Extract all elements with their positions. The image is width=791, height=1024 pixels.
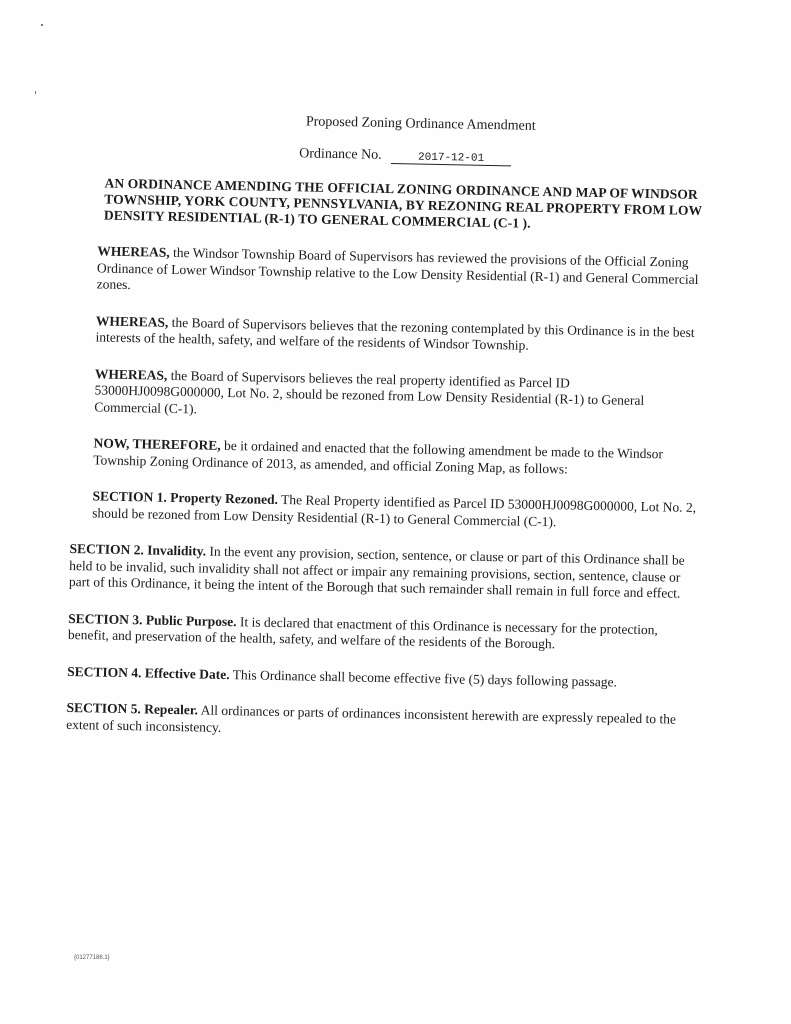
therefore-text: be it ordained and enacted that the following amendment be made to the Windsor Township Zoning Ordinance of 2013, as amended, and official Zoning Map, as follows: <box>93 437 664 477</box>
document-body <box>64 110 706 745</box>
ordinance-number-label: Ordinance No. <box>299 146 382 163</box>
whereas-lead: WHEREAS, <box>95 312 169 330</box>
section-5-text: All ordinances or parts of ordinances inconsistent herewith are expressly repealed to the extent of such inconsistency. <box>66 702 677 735</box>
therefore-lead: NOW, THEREFORE, <box>93 435 221 453</box>
section-3-title: SECTION 3. Public Purpose. <box>68 610 237 629</box>
section-2-text: In the event any provision, section, sentence, or clause or part of this Ordinance shall be held to be invalid, such invalidity shall not affect or impair any remaining provisions, section, sentence, clause or part of this Ordinance, it being the intent of the Borough that such remainder shall remain in full force and effect. <box>68 543 685 601</box>
whereas-text: the Windsor Township Board of Supervisors has reviewed the provisions of the Official Zoning Ordinance of Lower Windsor Township relative to the Low Density Residential (R-1) and General Commercial zones. <box>96 244 699 293</box>
ordinance-number-line <box>75 142 705 170</box>
whereas-text: the Board of Supervisors believes the real property identified as Parcel ID 53000HJ0098G000000, Lot No. 2, should be rezoned from Low Density Residential (R-1) to General Commercial (C-1). <box>94 367 645 416</box>
whereas-paragraph-2 <box>95 313 702 358</box>
section-5 <box>66 700 695 745</box>
section-4-title: SECTION 4. Effective Date. <box>67 663 230 682</box>
document-title: Proposed Zoning Ordinance Amendment <box>305 114 536 134</box>
section-1-title: SECTION 1. Property Rezoned. <box>92 488 279 507</box>
whereas-paragraph-3 <box>94 366 701 427</box>
whereas-lead: WHEREAS, <box>97 243 170 260</box>
whereas-paragraph-1 <box>96 243 703 304</box>
ordinance-number-value: 2017-12-01 <box>391 151 511 166</box>
whereas-lead: WHEREAS, <box>94 365 168 383</box>
section-2 <box>69 541 698 603</box>
ordinance-heading: AN ORDINANCE AMENDING THE OFFICIAL ZONING ORDINANCE AND MAP OF WINDSOR TOWNSHIP, YORK COUNTY, PENNSYLVANIA, BY REZONING REAL PROPERTY FROM LOW DENSITY RESIDENTIAL (R-1) TO GENERAL COMMERCIAL (C-1 ). <box>103 175 703 231</box>
section-4-text: This Ordinance shall become effective five (5) days following passage. <box>232 666 618 689</box>
section-3 <box>68 610 697 655</box>
section-4 <box>67 663 695 692</box>
whereas-text: the Board of Supervisors believes that the rezoning contemplated by this Ordinance is in the best interests of the health, safety, and welfare of the residents of Windsor Township. <box>95 314 695 353</box>
scan-speck <box>35 91 36 94</box>
section-5-title: SECTION 5. Repealer. <box>66 699 199 718</box>
section-1 <box>92 488 699 533</box>
document-footer-code: {01277186.1} <box>74 955 110 961</box>
scan-speck <box>41 24 43 26</box>
therefore-paragraph <box>93 435 700 480</box>
section-2-title: SECTION 2. Invalidity. <box>69 540 207 559</box>
section-1-text: The Real Property identified as Parcel ID 53000HJ0098G000000, Lot No. 2, should be rezoned from Low Density Residential (R-1) to General Commercial (C-1). <box>92 492 697 529</box>
section-3-text: It is declared that enactment of this Ordinance is necessary for the protection, benefit, and preservation of the health, safety, and welfare of the residents of the Borough. <box>67 613 659 652</box>
